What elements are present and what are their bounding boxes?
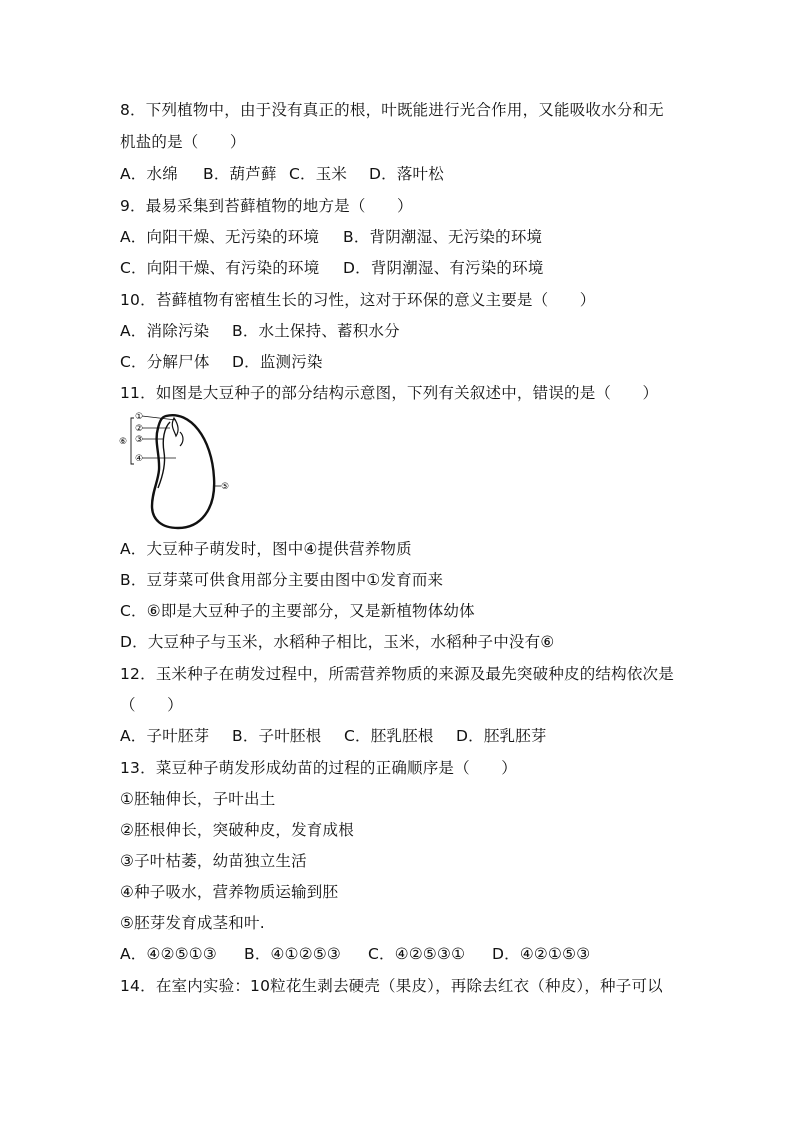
q13-step-3: ③子叶枯萎，幼苗独立生活 xyxy=(120,852,307,870)
q10-options-row2 xyxy=(120,352,323,372)
q12-option-c: C．胚乳胚根 xyxy=(344,727,434,745)
label-5: ⑤ xyxy=(221,482,230,492)
radicle-shape xyxy=(180,432,183,446)
q12-options xyxy=(120,726,547,746)
seed-coat-outline xyxy=(152,415,214,528)
q11-stem: 11．如图是大豆种子的部分结构示意图，下列有关叙述中，错误的是（ ） xyxy=(120,384,659,402)
q8-option-d: D．落叶松 xyxy=(369,165,444,183)
q9-options-row2 xyxy=(120,258,544,278)
q11-option-a: A．大豆种子萌发时，图中④提供营养物质 xyxy=(120,540,412,558)
q13-step-4: ④种子吸水，营养物质运输到胚 xyxy=(120,883,339,901)
q13-step-2: ②胚根伸长，突破种皮，发育成根 xyxy=(120,821,354,839)
q13-options xyxy=(120,944,590,964)
q13-step-5: ⑤胚芽发育成茎和叶. xyxy=(120,914,265,932)
q11-option-d: D．大豆种子与玉米，水稻种子相比，玉米，水稻种子中没有⑥ xyxy=(120,633,555,651)
q12-option-a: A．子叶胚芽 xyxy=(120,727,210,745)
q9-option-c: C．向阳干燥、有污染的环境 xyxy=(120,259,320,277)
embryo-bracket xyxy=(131,418,134,464)
q8-stem-line2: 机盐的是（ ） xyxy=(120,133,246,151)
q14-stem: 14．在室内实验：10粒花生剥去硬壳（果皮），再除去红衣（种皮），种子可以 xyxy=(120,977,663,995)
q9-option-b: B．背阴潮湿、无污染的环境 xyxy=(343,228,543,246)
q13-step-1: ①胚轴伸长，子叶出土 xyxy=(120,790,276,808)
label-2: ② xyxy=(135,424,144,434)
q11-option-c: C．⑥即是大豆种子的主要部分，又是新植物体幼体 xyxy=(120,602,475,620)
q12-stem-line2: （ ） xyxy=(120,696,183,714)
q10-option-a: A．消除污染 xyxy=(120,322,210,340)
q12-option-d: D．胚乳胚芽 xyxy=(456,727,547,745)
q13-option-b: B．④①②⑤③ xyxy=(244,945,342,963)
q11-option-b: B．豆芽菜可供食用部分主要由图中①发育而来 xyxy=(120,571,444,589)
q8-stem-line1: 8．下列植物中，由于没有真正的根，叶既能进行光合作用，又能吸收水分和无 xyxy=(120,101,664,119)
plumule-shape xyxy=(172,418,178,436)
q9-stem: 9．最易采集到苔藓植物的地方是（ ） xyxy=(120,197,413,215)
q10-option-b: B．水土保持、蓄积水分 xyxy=(232,322,400,340)
q9-option-a: A．向阳干燥、无污染的环境 xyxy=(120,228,320,246)
q10-stem: 10．苔藓植物有密植生长的习性，这对于环保的意义主要是（ ） xyxy=(120,291,596,309)
q13-option-d: D．④②①⑤③ xyxy=(492,945,591,963)
label-3: ③ xyxy=(135,435,144,445)
q10-option-d: D．监测污染 xyxy=(232,353,323,371)
q8-options xyxy=(120,164,444,184)
label-4: ④ xyxy=(135,454,144,464)
q13-stem: 13．菜豆种子萌发形成幼苗的过程的正确顺序是（ ） xyxy=(120,759,517,777)
q9-options-row1 xyxy=(120,227,542,247)
q8-option-b: B．葫芦藓 xyxy=(203,165,277,183)
soybean-seed-diagram xyxy=(118,408,238,534)
q12-option-b: B．子叶胚根 xyxy=(232,727,322,745)
q12-stem-line1: 12．玉米种子在萌发过程中，所需营养物质的来源及最先突破种皮的结构依次是 xyxy=(120,665,674,683)
q13-option-c: C．④②⑤③① xyxy=(368,945,466,963)
label-1: ① xyxy=(135,412,144,422)
embryo-curve xyxy=(158,422,170,488)
q8-option-c: C．玉米 xyxy=(289,165,348,183)
q8-option-a: A．水绵 xyxy=(120,165,178,183)
q10-options-row1 xyxy=(120,321,400,341)
label-6: ⑥ xyxy=(119,437,128,447)
q9-option-d: D．背阴潮湿、有污染的环境 xyxy=(343,259,544,277)
q10-option-c: C．分解尸体 xyxy=(120,353,210,371)
q13-option-a: A．④②⑤①③ xyxy=(120,945,217,963)
